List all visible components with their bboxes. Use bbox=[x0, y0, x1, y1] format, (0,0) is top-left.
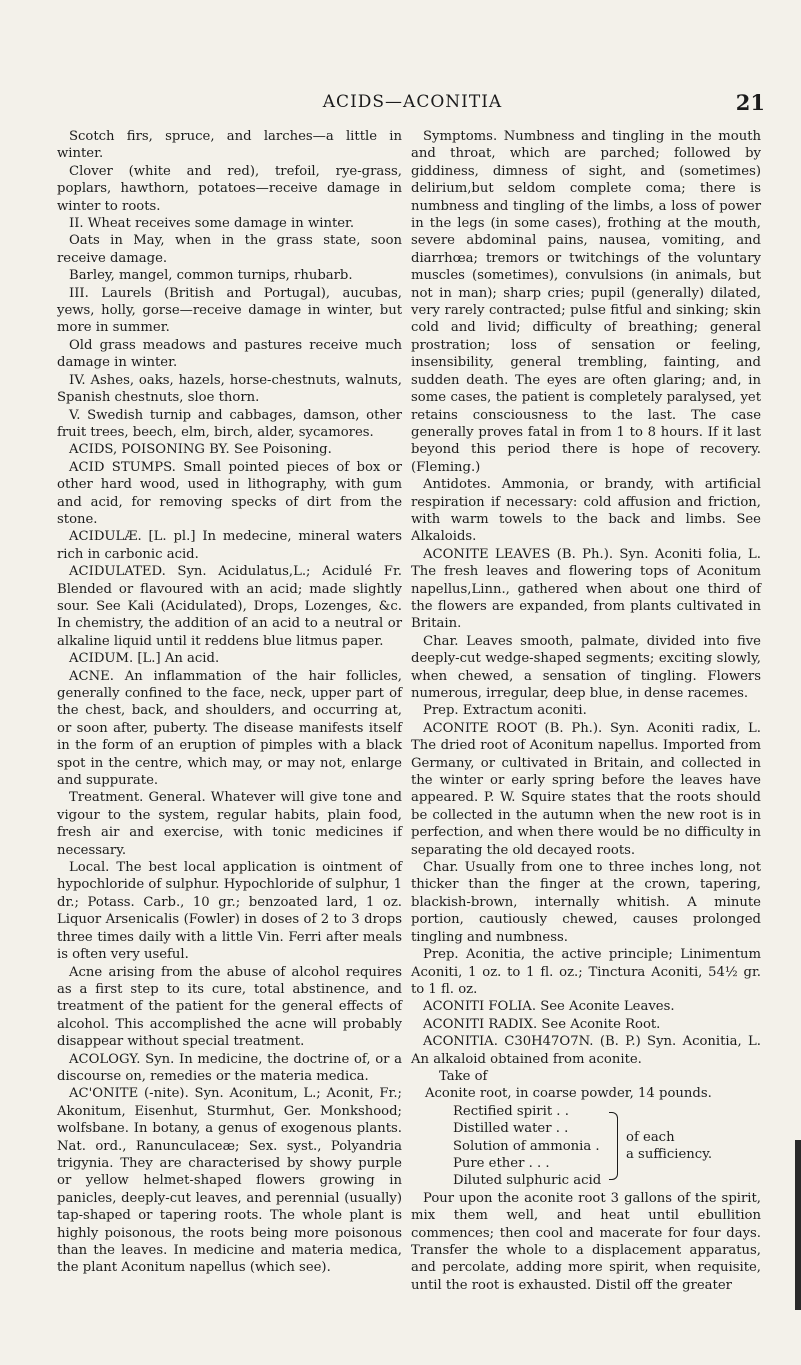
paragraph: IV. Ashes, oaks, hazels, horse-chestnuts, walnuts, Spanish chestnuts, sloe thorn. bbox=[57, 372, 402, 406]
recipe-ingredient: Pure ether . . . bbox=[453, 1155, 550, 1171]
page-header bbox=[60, 90, 765, 118]
recipe-bracket-group bbox=[453, 1103, 745, 1190]
entry-acidulae: ACIDULÆ. [L. pl.] In medecine, mineral waters rich in carbonic acid. bbox=[57, 529, 402, 562]
entry-acid-stumps: ACID STUMPS. Small pointed pieces of box or other hard wood, used in lithography, with gum and acid, for removing specks of dirt from the stone. bbox=[57, 459, 402, 527]
recipe-intro: Take of bbox=[439, 1068, 488, 1084]
page-edge-shadow bbox=[795, 1140, 801, 1310]
right-column bbox=[411, 128, 761, 1294]
leaves-char: Char. Leaves smooth, palmate, divided into five deeply-cut wedge-shaped segments; exciting slowly, when chewed, a sensation of tingling. Flowers numerous, irregular, deep blue, in dense racemes. bbox=[411, 633, 761, 701]
bracket-note-line: a sufficiency. bbox=[626, 1147, 713, 1163]
entry-acology: ACOLOGY. Syn. In medicine, the doctrine of, or a discourse on, remedies or the materia medica. bbox=[57, 1051, 402, 1084]
antidotes: Antidotes. Ammonia, or brandy, with artificial respiration if necessary: cold affusion and friction, with warm towels to the back and limbs. See Alkaloids. bbox=[411, 477, 761, 545]
running-head: ACIDS—ACONITIA bbox=[322, 92, 503, 112]
entry-acids-poisoning: ACIDS, POISONING BY. See Poisoning. bbox=[69, 442, 332, 458]
recipe-first-line: Aconite root, in coarse powder, 14 pounds. bbox=[425, 1086, 712, 1102]
acne-alcohol: Acne arising from the abuse of alcohol requires as a first step to its cure, total abstinence, and treatment of the patient for the general effects of alcohol. This accomplished the acne will probably disappear without special treatment. bbox=[57, 964, 402, 1050]
bracket-note bbox=[626, 1129, 712, 1164]
bracket-note-line: of each bbox=[626, 1129, 675, 1145]
paragraph: Barley, mangel, common turnips, rhubarb. bbox=[69, 268, 353, 284]
root-prep: Prep. Aconitia, the active principle; Linimentum Aconiti, 1 oz. to 1 fl. oz.; Tinctura Aconiti, 54½ gr. to 1 fl. oz. bbox=[411, 947, 761, 997]
entry-acne: ACNE. An inflammation of the hair follicles, generally confined to the face, neck, upper part of the chest, back, and shoulders, and occurring at, or soon after, puberty. The disease manifests itself in the form of an eruption of pimples with a black spot in the centre, which may, or may not, enlarge and suppurate. bbox=[57, 668, 402, 789]
entry-acidulated: ACIDULATED. Syn. Acidulatus,L.; Acidulé Fr. Blended or flavoured with an acid; made slightly sour. See Kali (Acidulated), Drops, Lozenges, &c. In chemistry, the addition of an acid to a neutral or alkaline liquid until it reddens blue litmus paper. bbox=[57, 564, 402, 649]
entry-aconitia: ACONITIA. C30H47O7N. (B. P.) Syn. Aconitia, L. An alkaloid obtained from aconite. bbox=[411, 1034, 761, 1067]
leaves-prep: Prep. Extractum aconiti. bbox=[423, 703, 587, 719]
left-column bbox=[57, 128, 402, 1277]
symptoms: Symptoms. Numbness and tingling in the mouth and throat, which are parched; followed by giddiness, dimness of sight, and (sometimes) delirium,but seldom complete coma; there is numbness and tingling of the limbs, a loss of power in the legs (in some cases), frothing at the mouth, severe abdominal pains, nausea, vomiting, and diarrhœa; tremors or twitchings of the voluntary muscles (sometimes), convulsions (in animals, but not in man); sharp cries; pupil (generally) dilated, very rarely contracted; pulse fitful and sinking; skin cold and livid; difficulty of breathing; general prostration; loss of sensation or feeling, insensibility, general trembling, fainting, and sudden death. The eyes are often glaring; and, in some cases, the patient is completely paralysed, yet retains consciousness to the last. The case generally proves fatal in from 1 to 8 hours. If it last beyond this period there is hope of recovery. (Fleming.) bbox=[411, 129, 761, 475]
paragraph: II. Wheat receives some damage in winter. bbox=[69, 216, 355, 232]
entry-aconiti-radix: ACONITI RADIX. See Aconite Root. bbox=[423, 1016, 661, 1032]
entry-acidum: ACIDUM. [L.] An acid. bbox=[69, 651, 220, 667]
recipe-ingredient: Solution of ammonia . bbox=[453, 1138, 600, 1154]
brace bbox=[609, 1112, 618, 1180]
paragraph: III. Laurels (British and Portugal), aucubas, yews, holly, gorse—receive damage in winter, but more in summer. bbox=[57, 285, 402, 336]
acne-treatment: Treatment. General. Whatever will give tone and vigour to the system, regular habits, plain food, fresh air and exercise, with tonic medicines if necessary. bbox=[57, 790, 402, 858]
recipe-ingredient-list bbox=[453, 1103, 603, 1190]
entry-aconiti-folia: ACONITI FOLIA. See Aconite Leaves. bbox=[423, 999, 675, 1015]
entry-aconite-root: ACONITE ROOT (B. Ph.). Syn. Aconiti radix, L. The dried root of Aconitum napellus. Imported from Germany, or cultivated in Britain, and collected in the winter or early spring before the leaves have appeared. P. W. Squire states that the roots should be collected in the autumn when the new root is in perfection, and when there would be no difficulty in separating the old decayed roots. bbox=[411, 720, 761, 858]
acne-local: Local. The best local application is ointment of hypochloride of sulphur. Hypochloride of sulphur, 1 dr.; Potass. Carb., 10 gr.; benzoated lard, 1 oz. Liquor Arsenicalis (Fowler) in doses of 2 to 3 drops three times daily with a little Vin. Ferri after meals is often very useful. bbox=[57, 860, 402, 963]
paragraph: Oats in May, when in the grass state, soon receive damage. bbox=[57, 233, 402, 266]
entry-aconite: AC'ONITE (-nite). Syn. Aconitum, L.; Aconit, Fr.; Akonitum, Eisenhut, Sturmhut, Ger. Monkshood; wolfsbane. In botany, a genus of exogenous plants. Nat. ord., Ranunculaceæ; Sex. syst., Polyandria trigynia. They are characterised by showy purple or yellow helmet-shaped flowers growing in panicles, deeply-cut leaves, and perennial (usually) tap-shaped or tapering roots. The whole plant is highly poisonous, the roots being more poisonous than the leaves. In medicine and materia medica, the plant Aconitum napellus (which see). bbox=[57, 1086, 402, 1276]
page-number: 21 bbox=[735, 90, 765, 115]
paragraph: Old grass meadows and pastures receive much damage in winter. bbox=[57, 337, 402, 371]
recipe-directions: Pour upon the aconite root 3 gallons of the spirit, mix them well, and heat until ebullition commences; then cool and macerate for four days. Transfer the whole to a displacement apparatus, and percolate, adding more spirit, when requisite, until the root is exhausted. Distil off the greater bbox=[411, 1190, 761, 1293]
recipe-ingredient: Rectified spirit . . bbox=[453, 1103, 569, 1119]
aconitia-recipe bbox=[425, 1068, 745, 1190]
paragraph: V. Swedish turnip and cabbages, damson, other fruit trees, beech, elm, birch, alder, sycamores. bbox=[57, 407, 402, 440]
paragraph: Clover (white and red), trefoil, rye-grass, poplars, hawthorn, potatoes—receive damage in winter to roots. bbox=[57, 163, 402, 214]
recipe-ingredient: Diluted sulphuric acid bbox=[453, 1173, 602, 1189]
root-char: Char. Usually from one to three inches long, not thicker than the finger at the crown, tapering, blackish-brown, internally whitish. A minute portion, cautiously chewed, causes prolonged tingling and numbness. bbox=[411, 860, 761, 945]
entry-aconite-leaves: ACONITE LEAVES (B. Ph.). Syn. Aconiti folia, L. The fresh leaves and flowering tops of Aconitum napellus,Linn., gathered when about one third of the flowers are expanded, from plants cultivated in Britain. bbox=[411, 546, 761, 632]
paragraph: Scotch firs, spruce, and larches—a little in winter. bbox=[57, 129, 402, 162]
recipe-ingredient: Distilled water . . bbox=[453, 1121, 569, 1137]
